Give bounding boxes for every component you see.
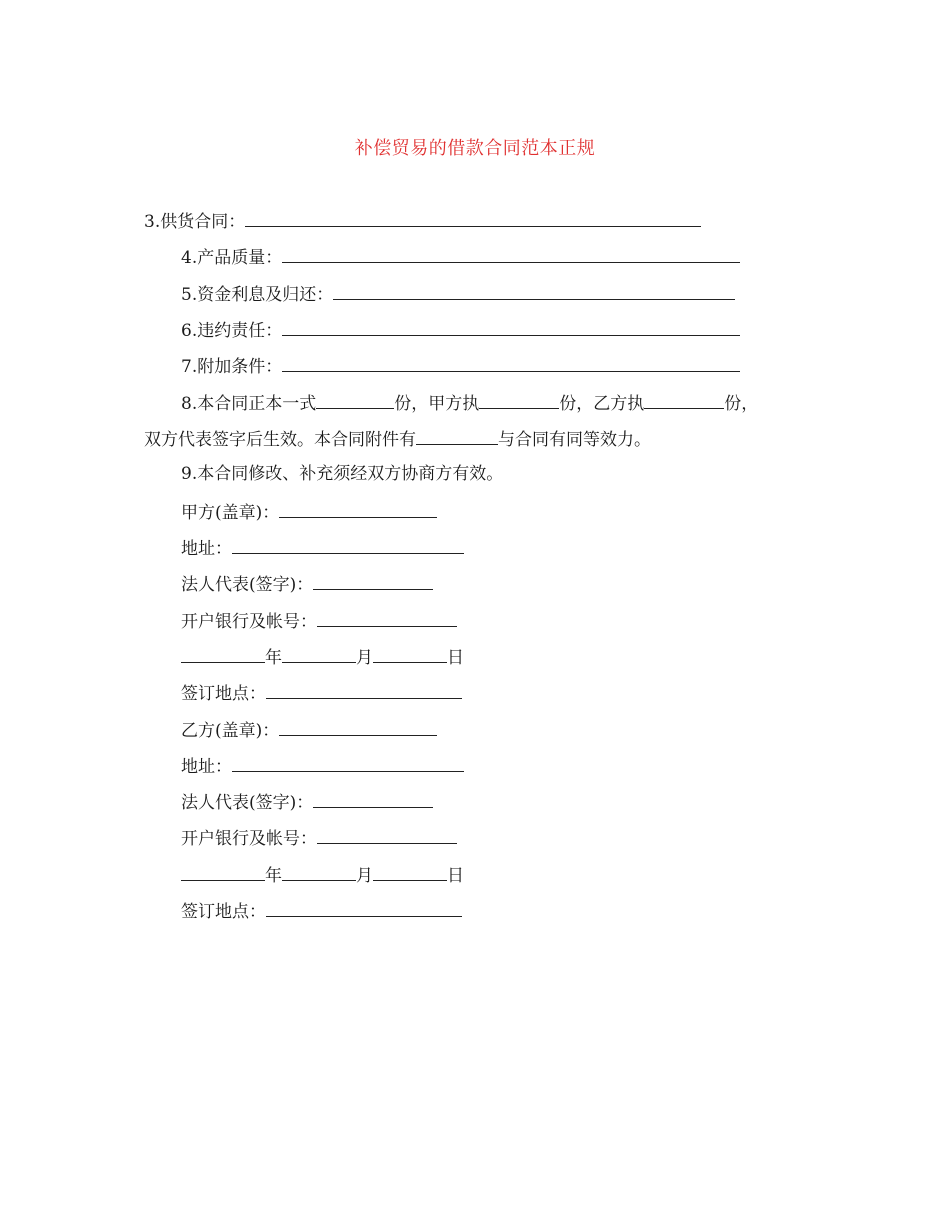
party-a-address-blank[interactable]: [232, 535, 464, 554]
clause-8-text-3: 份，乙方执: [559, 394, 645, 414]
clause-6-label: 6.违约责任：: [181, 321, 283, 341]
party-b-year-blank[interactable]: [181, 862, 265, 881]
party-b-legal-rep: [181, 789, 433, 813]
party-a-bank-label: 开户银行及帐号：: [181, 612, 317, 632]
product-quality-blank[interactable]: [282, 244, 740, 263]
document-title: 补偿贸易的借款合同范本正规: [354, 138, 596, 159]
party-b-day-blank[interactable]: [373, 862, 447, 881]
clause-8-text-2: 份，甲方执: [394, 394, 480, 414]
clause-7: [181, 353, 740, 377]
breach-liability-blank[interactable]: [282, 317, 740, 336]
clause-8: [181, 390, 758, 414]
clause-9-text: 9.本合同修改、补充须经双方协商方有效。: [181, 464, 504, 484]
party-a-bank-blank[interactable]: [317, 608, 457, 627]
party-a-address-label: 地址：: [181, 539, 232, 559]
clause-4: [181, 244, 740, 268]
party-b-address: [181, 753, 464, 777]
clause-8-line2-text-1: 双方代表签字后生效。本合同附件有: [144, 430, 416, 450]
party-b-year-label: 年: [265, 866, 282, 886]
party-a-seal-label: 甲方(盖章)：: [181, 503, 280, 523]
party-a-month-label: 月: [356, 648, 373, 668]
clause-3-label: 3.供货合同：: [144, 212, 246, 232]
interest-repayment-blank[interactable]: [333, 281, 735, 300]
party-b-day-label: 日: [447, 866, 464, 886]
party-b-legal-rep-label: 法人代表(签字)：: [181, 793, 314, 813]
clause-8-text-1: 8.本合同正本一式: [181, 394, 317, 414]
party-b-seal-label: 乙方(盖章)：: [181, 721, 280, 741]
party-a-year-blank[interactable]: [181, 644, 265, 663]
party-b-place-blank[interactable]: [266, 898, 462, 917]
party-a-legal-rep-label: 法人代表(签字)：: [181, 575, 314, 595]
party-b-month-blank[interactable]: [282, 862, 356, 881]
party-a-month-blank[interactable]: [282, 644, 356, 663]
party-a-address: [181, 535, 464, 559]
party-b-bank: [181, 825, 457, 849]
clause-7-label: 7.附加条件：: [181, 357, 283, 377]
party-a-seal: [181, 499, 437, 523]
original-copies-blank[interactable]: [316, 390, 394, 409]
clause-8-continued: [144, 426, 651, 450]
party-b-bank-label: 开户银行及帐号：: [181, 829, 317, 849]
party-a-place: [181, 680, 462, 704]
clause-8-text-4: 份，: [724, 394, 759, 414]
party-b-bank-blank[interactable]: [317, 825, 457, 844]
party-a-day-label: 日: [447, 648, 464, 668]
party-a-day-blank[interactable]: [373, 644, 447, 663]
clause-3: [144, 208, 701, 232]
party-b-seal-blank[interactable]: [279, 717, 437, 736]
party-a-year-label: 年: [265, 648, 282, 668]
party-b-month-label: 月: [356, 866, 373, 886]
party-a-legal-rep: [181, 571, 433, 595]
party-b-address-label: 地址：: [181, 757, 232, 777]
party-a-place-label: 签订地点：: [181, 684, 266, 704]
party-b-copies-blank[interactable]: [644, 390, 724, 409]
clause-5-label: 5.资金利息及归还：: [181, 285, 334, 305]
attachments-blank[interactable]: [416, 426, 498, 445]
clause-4-label: 4.产品质量：: [181, 248, 283, 268]
clause-8-line2-text-2: 与合同有同等效力。: [498, 430, 651, 450]
clause-6: [181, 317, 740, 341]
party-b-date: [181, 862, 464, 886]
clause-5: [181, 281, 735, 305]
party-a-place-blank[interactable]: [266, 680, 462, 699]
party-b-place: [181, 898, 462, 922]
party-b-address-blank[interactable]: [232, 753, 464, 772]
additional-terms-blank[interactable]: [282, 353, 740, 372]
supply-contract-blank[interactable]: [245, 208, 701, 227]
party-a-copies-blank[interactable]: [479, 390, 559, 409]
party-b-place-label: 签订地点：: [181, 902, 266, 922]
party-a-legal-rep-blank[interactable]: [313, 571, 433, 590]
party-a-date: [181, 644, 464, 668]
party-b-legal-rep-blank[interactable]: [313, 789, 433, 808]
party-b-seal: [181, 717, 437, 741]
party-a-bank: [181, 608, 457, 632]
clause-9: [181, 462, 503, 486]
party-a-seal-blank[interactable]: [279, 499, 437, 518]
